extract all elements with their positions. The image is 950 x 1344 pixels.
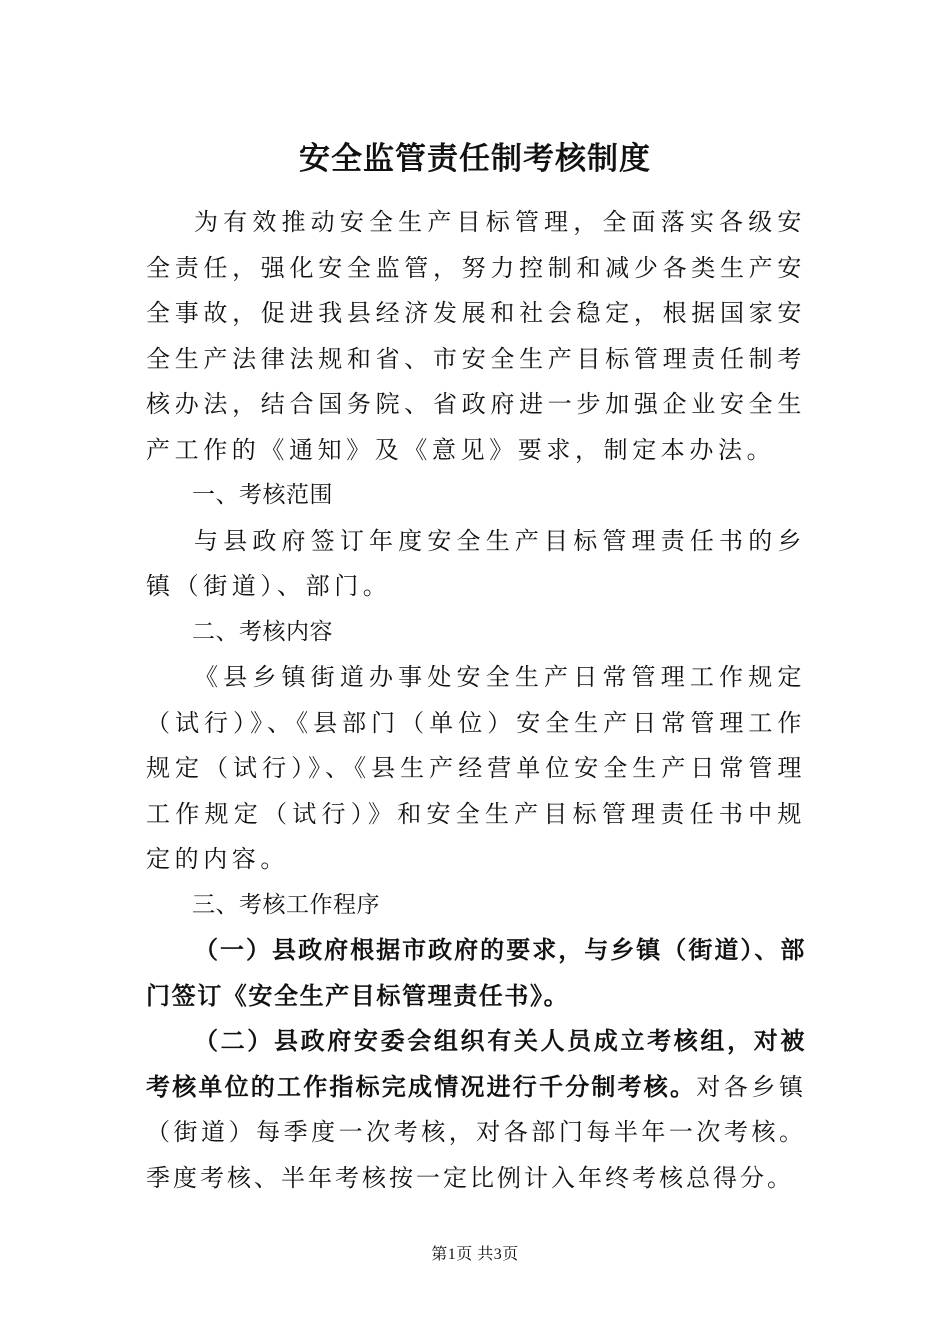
document-title: 安全监管责任制考核制度	[299, 141, 651, 177]
document-body	[146, 200, 806, 1201]
section-heading-procedure: 三、考核工作程序	[192, 891, 380, 918]
page-footer: 第1页 共3页	[431, 1246, 519, 1263]
procedure-item-2-bold: （二）县政府安委会组织有关人员成立考核组，对被考核单位的工作指标完成情况进行千分制考核。	[146, 1027, 806, 1101]
section-heading-content: 二、考核内容	[192, 618, 333, 645]
content-paragraph: 《县乡镇街道办事处安全生产日常管理工作规定（试行）》、《县部门（单位）安全生产日常管理工作规定（试行）》、《县生产经营单位安全生产日常管理工作规定（试行）》和安全生产目标管理责任书中规定的内容。	[146, 663, 806, 873]
section-heading-scope: 一、考核范围	[192, 482, 333, 508]
procedure-item-1: （一）县政府根据市政府的要求，与乡镇（街道）、部门签订《安全生产目标管理责任书》。	[146, 936, 806, 1010]
procedure-item-2	[146, 1019, 806, 1201]
scope-paragraph: 与县政府签订年度安全生产目标管理责任书的乡镇（街道）、部门。	[146, 526, 806, 600]
intro-paragraph: 为有效推动安全生产目标管理，全面落实各级安全责任，强化安全监管，努力控制和减少各类生产安全事故，促进我县经济发展和社会稳定，根据国家安全生产法律法规和省、市安全生产目标管理责任制考核办法，结合国务院、省政府进一步加强企业安全生产工作的《通知》及《意见》要求，制定本办法。	[146, 208, 806, 464]
procedure-item-2-rest: 对各乡镇（街道）每季度一次考核，对各部门每半年一次考核。季度考核、半年考核按一定比例计入年终考核总得分。	[146, 1072, 807, 1192]
